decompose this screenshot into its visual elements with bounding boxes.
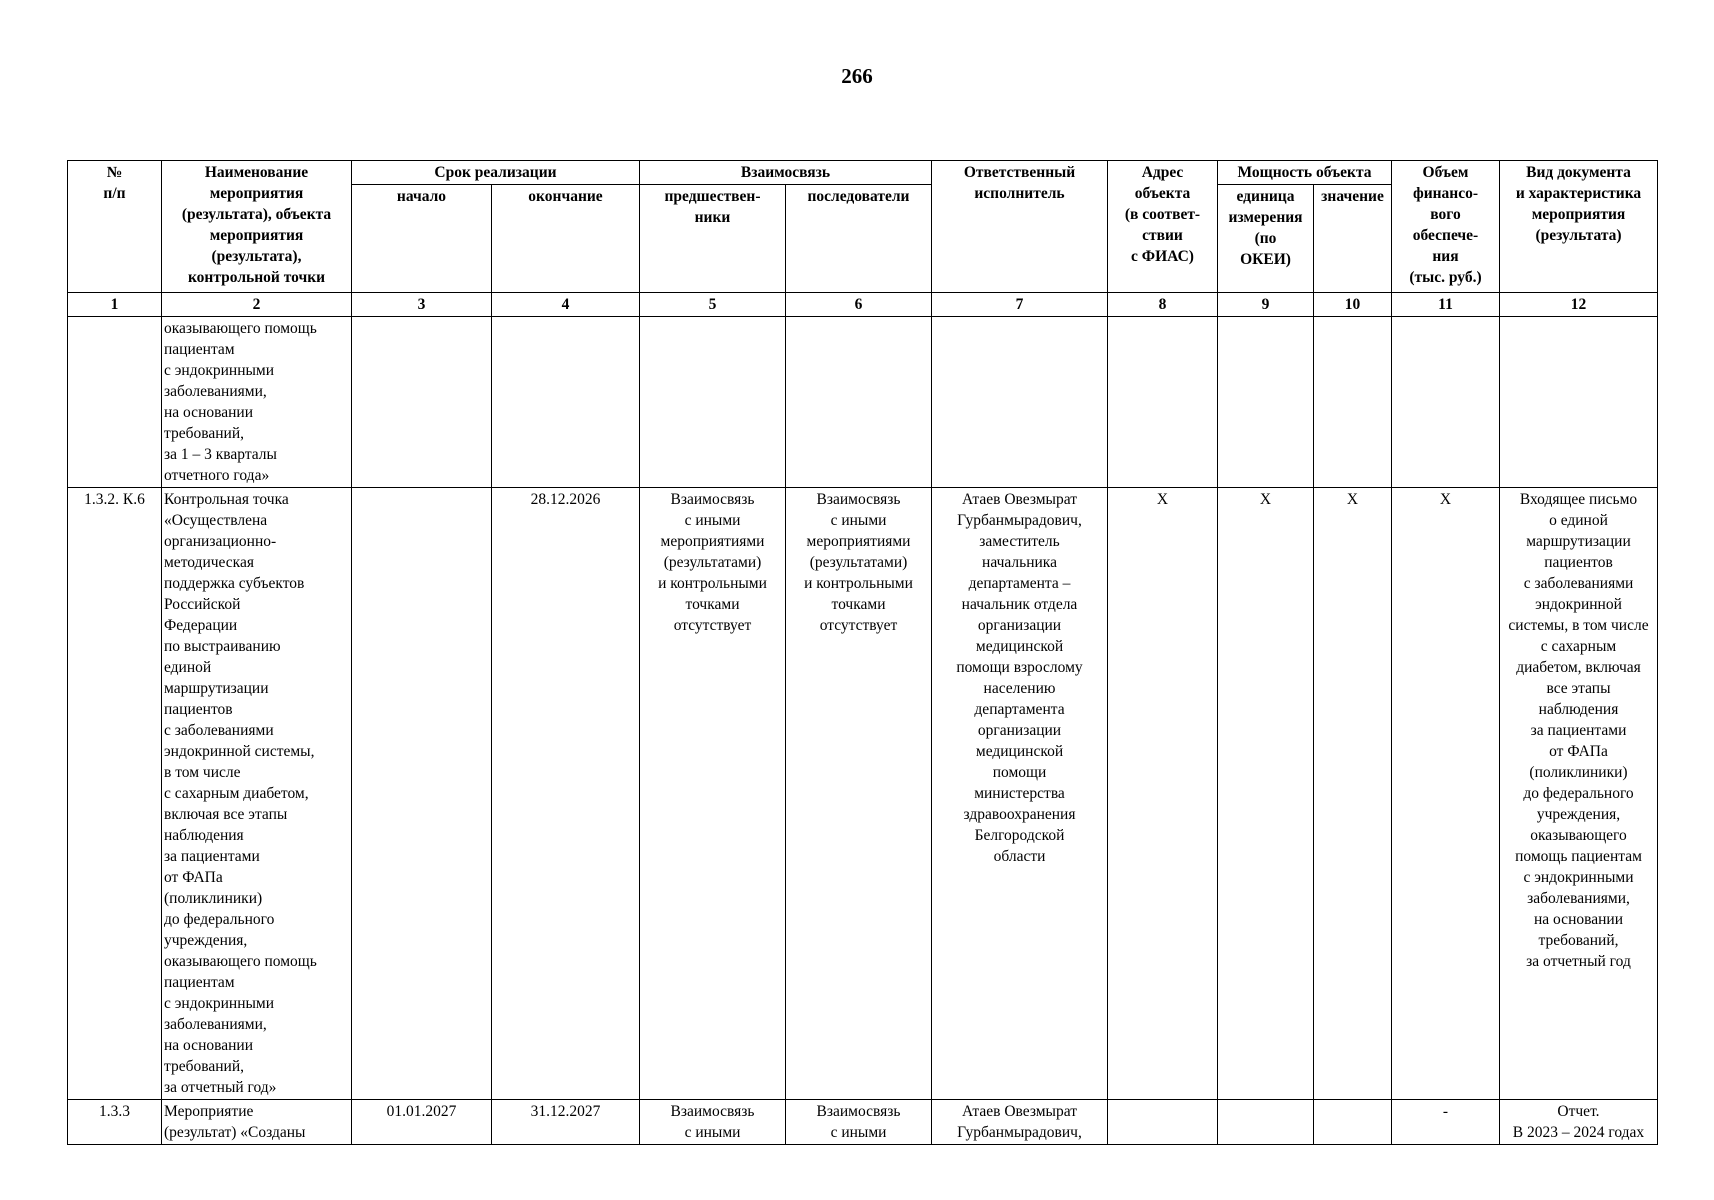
column-number: 1 [68, 293, 162, 317]
row-unit [1218, 317, 1314, 488]
row-name: Контрольная точка «Осуществлена организационно- методическая поддержка субъектов Российской Федерации по выстраиванию единой маршрутизации пациентов с заболеваниями эндокринной системы, в том числе с сахарным диабетом, включая все этапы наблюдения за пациентами от ФАПа (поликлиники) до федерального учреждения, оказывающего помощь пациентам с эндокринными заболеваниями, на основании требований, за отчетный год» [162, 488, 352, 1100]
header-capacity-value: значение [1314, 185, 1392, 293]
row-responsible: Атаев Овезмырат Гурбанмырадович, [932, 1100, 1108, 1145]
header-responsible: Ответственный исполнитель [932, 161, 1108, 293]
table-row [68, 1100, 1658, 1145]
table-row [68, 488, 1658, 1100]
header-doc-type: Вид документа и характеристика мероприятия (результата) [1500, 161, 1658, 293]
header-capacity-unit: единица измерения (по ОКЕИ) [1218, 185, 1314, 293]
table-row [68, 317, 1658, 488]
row-finance [1392, 317, 1500, 488]
row-prev: Взаимосвязь с иными [640, 1100, 786, 1145]
row-prev [640, 317, 786, 488]
header-link: Взаимосвязь [640, 161, 932, 185]
row-num [68, 317, 162, 488]
row-doc: Отчет. В 2023 – 2024 годах [1500, 1100, 1658, 1145]
column-number: 6 [786, 293, 932, 317]
row-name: Мероприятие (результат) «Созданы [162, 1100, 352, 1145]
header-term: Срок реализации [352, 161, 640, 185]
row-doc: Входящее письмо о единой маршрутизации пациентов с заболеваниями эндокринной системы, в том числе с сахарным диабетом, включая все этапы наблюдения за пациентами от ФАПа (поликлиники) до федерального учреждения, оказывающего помощь пациентам с эндокринными заболеваниями, на основании требований, за отчетный год [1500, 488, 1658, 1100]
column-number: 10 [1314, 293, 1392, 317]
row-end [492, 317, 640, 488]
row-address [1108, 317, 1218, 488]
row-name: оказывающего помощь пациентам с эндокринными заболеваниями, на основании требований, за 1 – 3 кварталы отчетного года» [162, 317, 352, 488]
row-value [1314, 317, 1392, 488]
row-value [1314, 1100, 1392, 1145]
column-number: 12 [1500, 293, 1658, 317]
row-finance: Х [1392, 488, 1500, 1100]
header-num: № п/п [68, 161, 162, 293]
column-number: 4 [492, 293, 640, 317]
column-number: 5 [640, 293, 786, 317]
row-next: Взаимосвязь с иными [786, 1100, 932, 1145]
column-number: 11 [1392, 293, 1500, 317]
row-end: 28.12.2026 [492, 488, 640, 1100]
column-number: 7 [932, 293, 1108, 317]
row-responsible [932, 317, 1108, 488]
row-responsible: Атаев Овезмырат Гурбанмырадович, заместитель начальника департамента – начальник отдела организации медицинской помощи взрослому населению департамента организации медицинской помощи министерства здравоохранения Белгородской области [932, 488, 1108, 1100]
plan-table [67, 160, 1658, 1145]
column-number: 2 [162, 293, 352, 317]
column-number: 8 [1108, 293, 1218, 317]
row-value: Х [1314, 488, 1392, 1100]
row-prev: Взаимосвязь с иными мероприятиями (результатами) и контрольными точками отсутствует [640, 488, 786, 1100]
header-link-next: последователи [786, 185, 932, 293]
page-number: 266 [841, 64, 873, 88]
header-finance: Объем финансо- вого обеспече- ния (тыс. руб.) [1392, 161, 1500, 293]
column-number: 3 [352, 293, 492, 317]
row-start [352, 317, 492, 488]
header-name: Наименование мероприятия (результата), объекта мероприятия (результата), контрольной точки [162, 161, 352, 293]
row-doc [1500, 317, 1658, 488]
row-end: 31.12.2027 [492, 1100, 640, 1145]
row-unit: Х [1218, 488, 1314, 1100]
row-num: 1.3.3 [68, 1100, 162, 1145]
row-num: 1.3.2. К.6 [68, 488, 162, 1100]
header-term-start: начало [352, 185, 492, 293]
row-finance: - [1392, 1100, 1500, 1145]
row-address: Х [1108, 488, 1218, 1100]
row-start [352, 488, 492, 1100]
header-capacity: Мощность объекта [1218, 161, 1392, 185]
row-next [786, 317, 932, 488]
header-address: Адрес объекта (в соответ- ствии с ФИАС) [1108, 161, 1218, 293]
row-start: 01.01.2027 [352, 1100, 492, 1145]
header-term-end: окончание [492, 185, 640, 293]
column-number: 9 [1218, 293, 1314, 317]
header-link-prev: предшествен- ники [640, 185, 786, 293]
row-address [1108, 1100, 1218, 1145]
row-unit [1218, 1100, 1314, 1145]
row-next: Взаимосвязь с иными мероприятиями (результатами) и контрольными точками отсутствует [786, 488, 932, 1100]
